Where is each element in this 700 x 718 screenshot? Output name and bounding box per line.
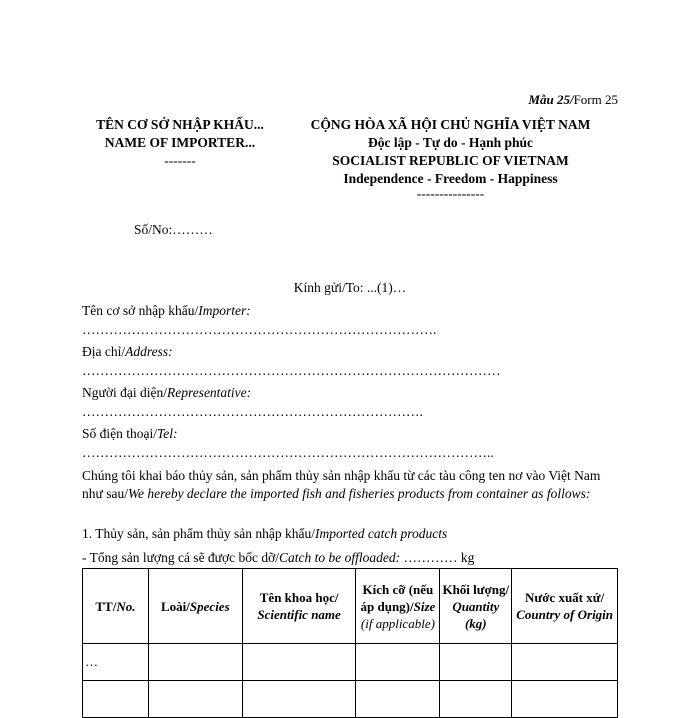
representative-field-dots[interactable]: ………………………………………………………………….	[82, 404, 423, 419]
importer-divider: -------	[164, 153, 196, 168]
country-name-en: SOCIALIST REPUBLIC OF VIETNAM	[332, 153, 569, 168]
row-origin-cell[interactable]	[512, 681, 618, 718]
row-no-cell[interactable]	[83, 681, 149, 718]
importer-field-dots[interactable]: …………………………………………………………………….	[82, 322, 437, 337]
row-quantity-cell[interactable]	[440, 681, 512, 718]
motto-vi: Độc lập - Tự do - Hạnh phúc	[367, 135, 534, 150]
declaration-paragraph: Chúng tôi khai báo thủy sản, sản phẩm thủy sản nhập khẩu từ các tàu công ten nơ vào Việt Nam như sau/We hereby declare the imported fish and fisheries products from container as follows:	[82, 468, 601, 501]
table-row	[83, 681, 618, 718]
row-origin-cell[interactable]	[512, 644, 618, 681]
table-row	[83, 644, 618, 681]
header-scientific-name: Tên khoa học/ Scientific name	[242, 569, 356, 644]
national-header	[278, 116, 623, 200]
table-header-row	[83, 569, 618, 644]
section-1-title: 1. Thủy sản, sản phẩm thủy sản nhập khẩu/Imported catch products	[82, 526, 448, 541]
row-species-cell[interactable]	[148, 644, 242, 681]
address-field-dots[interactable]: …………………………………………………………………………………	[82, 363, 501, 378]
importer-name-en: NAME OF IMPORTER...	[104, 135, 256, 150]
addressee: Kính gửi/To: ...(1)…	[293, 280, 407, 295]
country-name-vi: CỘNG HÒA XÃ HỘI CHỦ NGHĨA VIỆT NAM	[310, 117, 591, 132]
form-number: Mẫu 25/Form 25	[528, 92, 618, 107]
importer-name-vi: TÊN CƠ SỞ NHẬP KHẨU...	[96, 117, 264, 132]
row-size-cell[interactable]	[356, 644, 440, 681]
importer-header	[80, 116, 280, 170]
document-number: Số/No:………	[134, 222, 213, 237]
row-scientific-cell[interactable]	[242, 681, 356, 718]
representative-field-label: Người đại diện/Representative:	[82, 385, 252, 400]
total-catch-line: - Tổng sản lượng cá sẽ được bốc dỡ/Catch to be offloaded: ………… kg	[82, 550, 475, 565]
address-field-label: Địa chỉ/Address:	[82, 344, 173, 359]
header-country-of-origin: Nước xuất xứ/ Country of Origin	[512, 569, 618, 644]
tel-field-label: Số điện thoại/Tel:	[82, 426, 178, 441]
row-no-cell[interactable]: …	[83, 644, 149, 681]
header-size: Kích cỡ (nếu áp dụng)/Size (if applicable)	[356, 569, 440, 644]
row-scientific-cell[interactable]	[242, 644, 356, 681]
row-species-cell[interactable]	[148, 681, 242, 718]
header-no: TT/No.	[83, 569, 149, 644]
catch-products-table	[82, 568, 618, 718]
motto-en: Independence - Freedom - Happiness	[343, 171, 558, 186]
importer-field-label: Tên cơ sở nhập khẩu/Importer:	[82, 303, 251, 318]
row-quantity-cell[interactable]	[440, 644, 512, 681]
header-quantity: Khối lượng/ Quantity (kg)	[440, 569, 512, 644]
row-size-cell[interactable]	[356, 681, 440, 718]
tel-field-dots[interactable]: ………………………………………………………………………………..	[82, 445, 494, 460]
header-species: Loài/Species	[148, 569, 242, 644]
national-divider: ---------------	[416, 186, 485, 201]
